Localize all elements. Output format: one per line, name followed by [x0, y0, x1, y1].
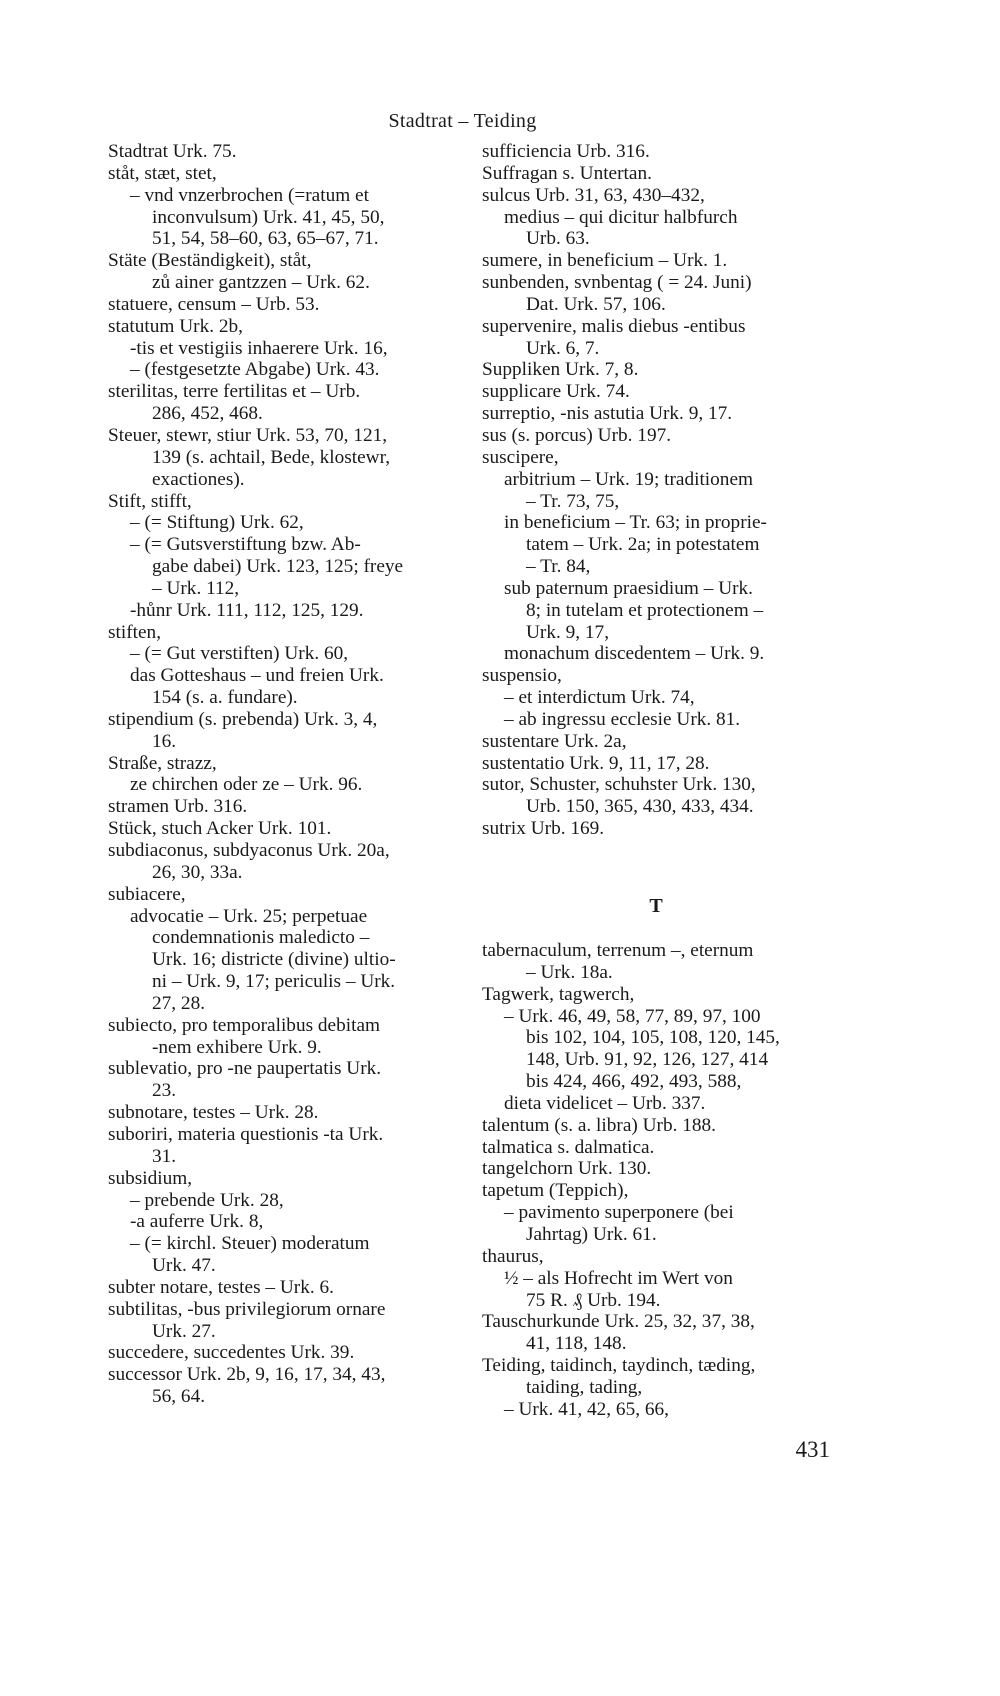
- index-entries-s: [482, 141, 830, 840]
- index-entry-line: 31.: [152, 1145, 177, 1167]
- index-entry-line: ni – Urk. 9, 17; periculis – Urk.: [152, 971, 396, 993]
- index-entry-line: sunbenden, svnbentag ( = 24. Juni): [482, 272, 752, 294]
- index-entry-line: – Tr. 84,: [526, 556, 591, 578]
- index-entry-line: 75 R. ₰ Urb. 194.: [526, 1289, 661, 1311]
- index-entry-line: 41, 118, 148.: [526, 1333, 627, 1355]
- index-entries-t: [482, 940, 830, 1421]
- index-entry-line: subiacere,: [108, 883, 186, 905]
- index-entry-line: thaurus,: [482, 1245, 544, 1267]
- index-entry-line: suspensio,: [482, 665, 562, 687]
- index-entry-line: Steuer, stewr, stiur Urk. 53, 70, 121,: [108, 424, 388, 446]
- index-entry-line: subdiaconus, subdyaconus Urk. 20a,: [108, 840, 390, 861]
- index-entry-line: Straße, strazz,: [108, 752, 217, 774]
- index-entry-line: tapetum (Teppich),: [482, 1180, 629, 1202]
- index-entry-line: tabernaculum, terrenum –, eternum: [482, 940, 754, 961]
- index-entry-line: succedere, succedentes Urk. 39.: [108, 1342, 355, 1364]
- index-column-left: [108, 141, 456, 1408]
- index-entry-line: sustentare Urk. 2a,: [482, 730, 627, 752]
- index-entry-line: ze chirchen oder ze – Urk. 96.: [130, 774, 363, 796]
- index-entry-line: – vnd vnzerbrochen (=ratum et: [130, 184, 369, 206]
- index-entry-line: Stadtrat Urk. 75.: [108, 141, 237, 162]
- index-entry-line: ½ – als Hofrecht im Wert von: [504, 1267, 733, 1289]
- index-entry-line: advocatie – Urk. 25; perpetuae: [130, 905, 368, 927]
- index-entry-line: – et interdictum Urk. 74,: [504, 687, 695, 709]
- index-entry-line: – Urk. 112,: [152, 577, 240, 599]
- index-entry-line: – Urk. 46, 49, 58, 77, 89, 97, 100: [504, 1005, 761, 1027]
- index-entry-line: Stift, stifft,: [108, 490, 192, 512]
- index-entry-line: Urk. 16; districte (divine) ultio-: [152, 949, 396, 971]
- index-entry-line: subsidium,: [108, 1167, 193, 1189]
- index-entry-line: Tauschurkunde Urk. 25, 32, 37, 38,: [482, 1311, 755, 1333]
- index-entry-line: – (festgesetzte Abgabe) Urk. 43.: [130, 359, 380, 381]
- index-entry-line: – Urk. 41, 42, 65, 66,: [504, 1398, 669, 1420]
- index-entry-line: bis 102, 104, 105, 108, 120, 145,: [526, 1027, 780, 1049]
- index-entry-line: sustentatio Urk. 9, 11, 17, 28.: [482, 752, 710, 774]
- index-entry-line: sulcus Urb. 31, 63, 430–432,: [482, 184, 705, 206]
- index-entry-line: Suffragan s. Untertan.: [482, 162, 652, 184]
- index-entry-line: talmatica s. dalmatica.: [482, 1136, 655, 1158]
- index-entry-line: -hůnr Urk. 111, 112, 125, 129.: [130, 599, 364, 621]
- index-entry-line: Urk. 47.: [152, 1255, 216, 1277]
- index-entry-line: condemnationis maledicto –: [152, 927, 370, 949]
- index-entry-line: gabe dabei) Urk. 123, 125; freye: [152, 556, 404, 578]
- index-entry-line: -nem exhibere Urk. 9.: [152, 1036, 322, 1058]
- index-entry-line: dieta videlicet – Urb. 337.: [504, 1092, 706, 1114]
- index-entry-line: 26, 30, 33a.: [152, 861, 243, 883]
- index-entry-line: Stück, stuch Acker Urk. 101.: [108, 818, 332, 840]
- index-entry-line: monachum discedentem – Urk. 9.: [504, 643, 765, 665]
- index-entry-line: suboriri, materia questionis -ta Urk.: [108, 1123, 384, 1145]
- index-entry-line: -tis et vestigiis inhaerere Urk. 16,: [130, 337, 388, 359]
- index-column-right: [482, 141, 830, 1421]
- index-entry-line: Urk. 27.: [152, 1320, 216, 1342]
- index-entry-line: Urb. 150, 365, 430, 433, 434.: [526, 796, 754, 818]
- index-entry-line: taiding, tading,: [526, 1376, 643, 1398]
- index-entry-line: – (= Gutsverstiftung bzw. Ab-: [130, 534, 361, 556]
- index-entry-line: – prebende Urk. 28,: [130, 1189, 284, 1211]
- index-entry-line: Jahrtag) Urk. 61.: [526, 1223, 657, 1245]
- index-entry-line: Tagwerk, tagwerch,: [482, 983, 635, 1005]
- index-entry-line: Urb. 63.: [526, 228, 590, 250]
- index-entry-line: subnotare, testes – Urk. 28.: [108, 1102, 319, 1124]
- index-entry-line: supplicare Urk. 74.: [482, 381, 630, 403]
- index-entry-line: – Urk. 18a.: [526, 961, 613, 983]
- index-entry-line: sterilitas, terre fertilitas et – Urb.: [108, 381, 361, 403]
- index-entry-line: 148, Urb. 91, 92, 126, 127, 414: [526, 1049, 769, 1071]
- index-entry-line: Urk. 6, 7.: [526, 337, 600, 359]
- index-entry-line: sublevatio, pro -ne paupertatis Urk.: [108, 1058, 382, 1080]
- index-entry-line: -a auferre Urk. 8,: [130, 1211, 264, 1233]
- index-entry-line: 16.: [152, 730, 177, 752]
- index-entry-line: Dat. Urk. 57, 106.: [526, 293, 666, 315]
- index-entry-line: – ab ingressu ecclesie Urk. 81.: [504, 708, 741, 730]
- index-entry-line: 56, 64.: [152, 1386, 206, 1408]
- index-entry-line: 51, 54, 58–60, 63, 65–67, 71.: [152, 228, 379, 250]
- index-entry-line: 23.: [152, 1080, 177, 1102]
- index-entry-line: Suppliken Urk. 7, 8.: [482, 359, 639, 381]
- index-entry-line: arbitrium – Urk. 19; traditionem: [504, 468, 753, 490]
- index-entry-line: inconvulsum) Urk. 41, 45, 50,: [152, 206, 385, 228]
- index-entry-line: stramen Urb. 316.: [108, 796, 248, 818]
- index-entry-line: – (= kirchl. Steuer) moderatum: [130, 1233, 370, 1255]
- index-entry-line: bis 424, 466, 492, 493, 588,: [526, 1071, 742, 1093]
- page-number: 431: [795, 1437, 830, 1462]
- index-entry-line: ståt, stæt, stet,: [108, 162, 217, 184]
- index-entry-line: tangelchorn Urk. 130.: [482, 1158, 652, 1180]
- index-entry-line: in beneficium – Tr. 63; in proprie-: [504, 512, 767, 534]
- index-entry-line: zů ainer gantzzen – Urk. 62.: [152, 272, 370, 294]
- section-spacer: [482, 840, 830, 896]
- running-head: Stadtrat – Teiding: [388, 110, 537, 132]
- index-entry-line: subter notare, testes – Urk. 6.: [108, 1276, 334, 1298]
- index-entry-line: successor Urk. 2b, 9, 16, 17, 34, 43,: [108, 1364, 386, 1386]
- index-entry-line: Urk. 9, 17,: [526, 621, 610, 643]
- index-entry-line: sub paternum praesidium – Urk.: [504, 577, 753, 599]
- index-entry-line: 154 (s. a. fundare).: [152, 687, 298, 709]
- index-entry-line: surreptio, -nis astutia Urk. 9, 17.: [482, 403, 733, 425]
- index-entry-line: statutum Urk. 2b,: [108, 315, 243, 337]
- index-entry-line: sus (s. porcus) Urb. 197.: [482, 424, 672, 446]
- index-entry-line: stiften,: [108, 621, 162, 643]
- index-entry-line: sumere, in beneficium – Urk. 1.: [482, 250, 728, 272]
- index-entry-line: sutrix Urb. 169.: [482, 818, 605, 840]
- index-entry-line: statuere, censum – Urb. 53.: [108, 293, 320, 315]
- index-entry-line: medius – qui dicitur halbfurch: [504, 206, 738, 228]
- index-entry-line: – pavimento superponere (bei: [504, 1202, 734, 1224]
- index-entry-line: suscipere,: [482, 446, 559, 468]
- section-heading-letter: T: [649, 895, 663, 917]
- index-entry-line: talentum (s. a. libra) Urb. 188.: [482, 1114, 716, 1136]
- index-entry-line: sufficiencia Urb. 316.: [482, 141, 650, 162]
- index-entry-line: exactiones).: [152, 468, 245, 490]
- index-entry-line: subtilitas, -bus privilegiorum ornare: [108, 1298, 386, 1320]
- index-entry-line: tatem – Urk. 2a; in potestatem: [526, 534, 760, 556]
- index-entry-line: Teiding, taidinch, taydinch, tæding,: [482, 1355, 756, 1377]
- index-entry-line: sutor, Schuster, schuhster Urk. 130,: [482, 774, 756, 796]
- index-entry-line: – (= Gut verstiften) Urk. 60,: [130, 643, 349, 665]
- index-entry-line: subiecto, pro temporalibus debitam: [108, 1014, 381, 1036]
- index-entry-line: 139 (s. achtail, Bede, klostewr,: [152, 446, 391, 468]
- index-entry-line: das Gotteshaus – und freien Urk.: [130, 665, 384, 687]
- index-entry-line: – (= Stiftung) Urk. 62,: [130, 512, 304, 534]
- index-entry-line: stipendium (s. prebenda) Urk. 3, 4,: [108, 708, 378, 730]
- index-entry-line: – Tr. 73, 75,: [526, 490, 620, 512]
- index-entry-line: 286, 452, 468.: [152, 403, 263, 425]
- index-entry-line: 8; in tutelam et protectionem –: [526, 599, 764, 621]
- index-entry-line: 27, 28.: [152, 992, 206, 1014]
- index-entry-line: Stäte (Beständigkeit), ståt,: [108, 250, 312, 272]
- index-entry-line: supervenire, malis diebus -entibus: [482, 315, 746, 337]
